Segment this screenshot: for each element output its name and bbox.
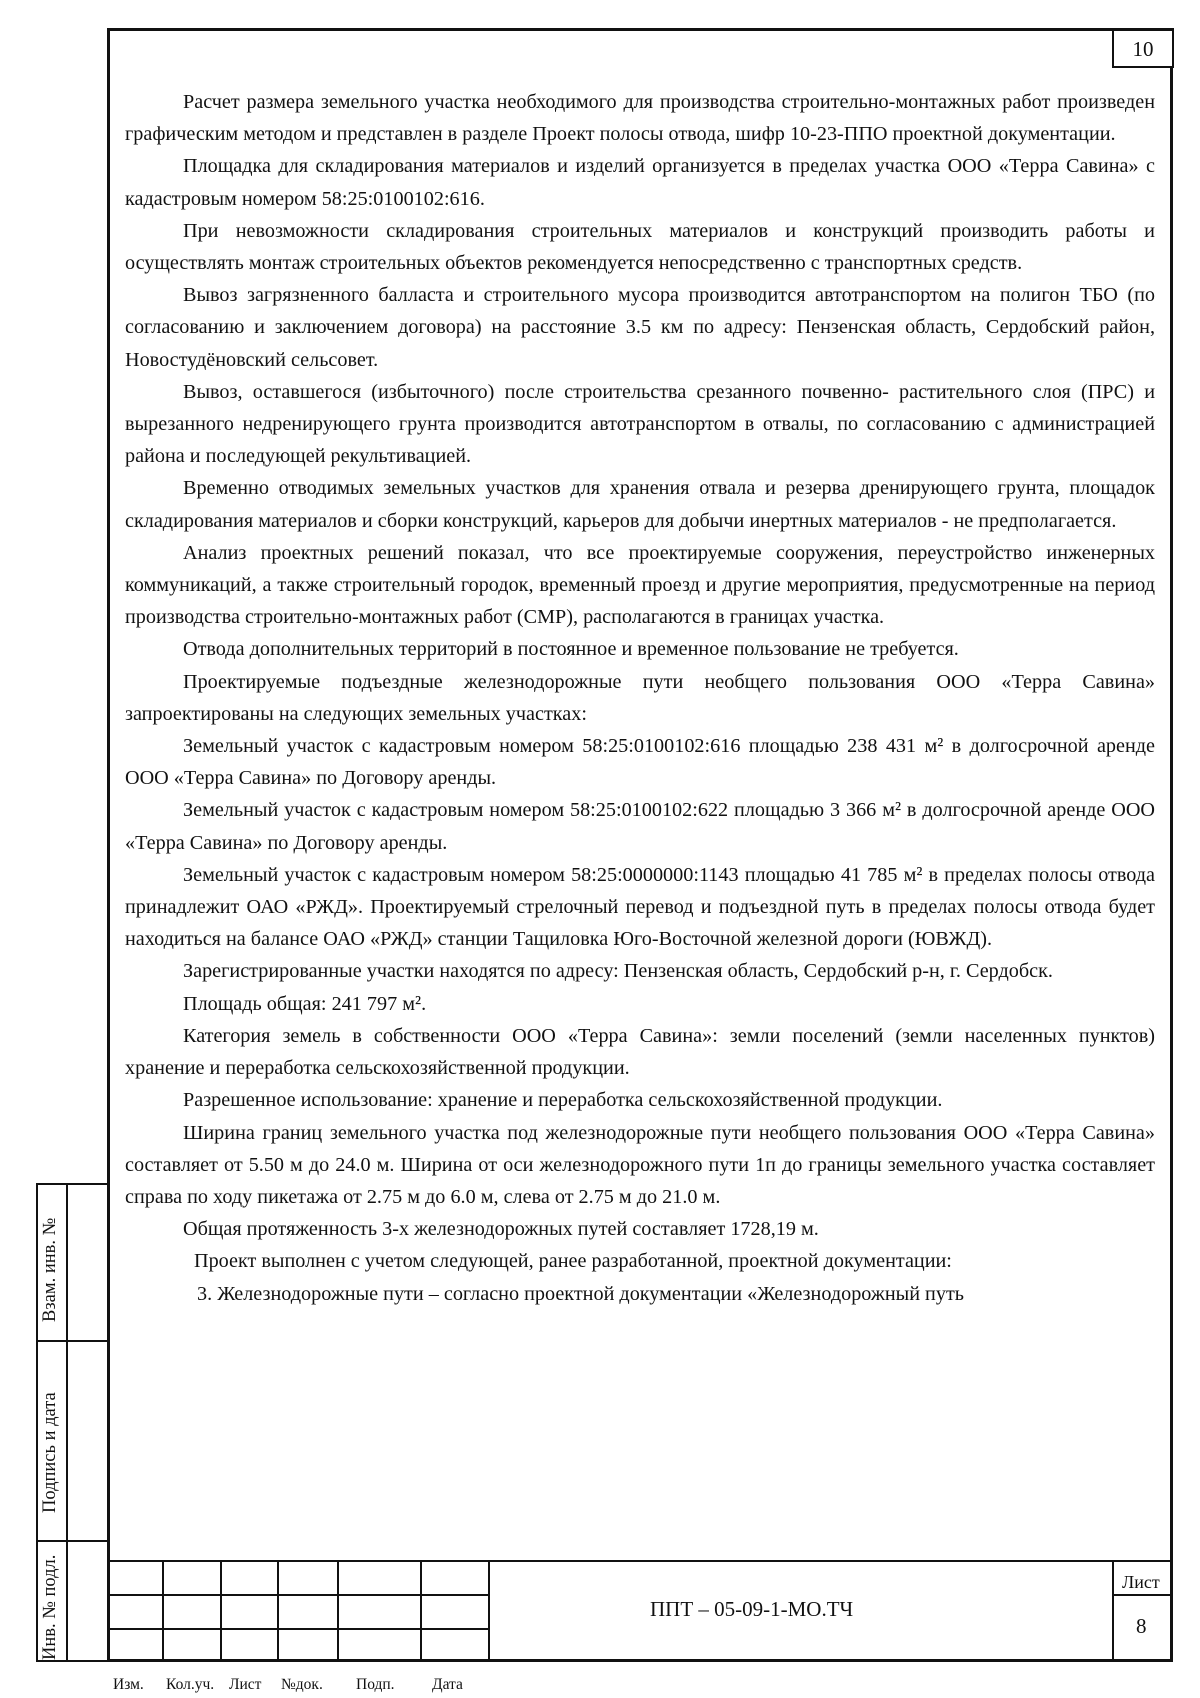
paragraph: Проектируемые подъездные железнодорожные пути необщего пользования ООО «Терра Савина» запроектированы на следующих земельных участках: <box>125 670 1155 725</box>
paragraph: Проект выполнен с учетом следующей, ранее разработанной, проектной документации: <box>194 1250 952 1273</box>
sheet-label: Лист <box>1122 1572 1160 1592</box>
paragraph: Ширина границ земельного участка под железнодорожные пути необщего пользования ООО «Терра Савина» составляет от 5.50 м до 24.0 м. Ширина от оси железнодорожного пути 1п до границы земельного участка составляет справа по ходу пикетажа от 2.75 м до 6.0 м, слева от 2.75 м до 21.0 м. <box>125 1121 1155 1208</box>
paragraph: Площадь общая: 241 797 м². <box>183 992 427 1015</box>
header-n-dok: №док. <box>281 1676 323 1693</box>
paragraph: Отвода дополнительных территорий в постоянное и временное пользование не требуется. <box>183 638 959 661</box>
header-list: Лист <box>229 1676 262 1693</box>
paragraph: Земельный участок с кадастровым номером 58:25:0000000:1143 площадью 41 785 м² в пределах полосы отвода принадлежит ОАО «РЖД». Проектируемый стрелочный перевод и подъездной путь в пределах полосы отвода будет находиться на балансе ОАО «РЖД» станции Тащиловка Юго-Восточной железной дороги (ЮВЖД). <box>125 863 1155 951</box>
sheet-cell-line <box>1112 1594 1173 1596</box>
side-stamp-row-line <box>38 1540 107 1542</box>
paragraph: Общая протяженность 3-х железнодорожных путей составляет 1728,19 м. <box>183 1218 819 1241</box>
side-stamp-row-line <box>38 1340 107 1342</box>
title-block-top-line <box>107 1560 1173 1562</box>
title-block-line <box>162 1560 164 1662</box>
header-izm: Изм. <box>113 1676 144 1693</box>
header-data: Дата <box>432 1676 463 1693</box>
paragraph: Земельный участок с кадастровым номером 58:25:0100102:616 площадью 238 431 м² в долгосрочной аренде ООО «Терра Савина» по Договору аренды. <box>125 735 1155 790</box>
paragraph: Вывоз, оставшегося (избыточного) после строительства срезанного почвенно- растительного слоя (ПРС) и вырезанного недренирующего грунта производится автотранспортом в отвалы, по согласованию с администрацией района и последующей рекультивацией. <box>125 380 1155 468</box>
title-block-line <box>277 1560 279 1662</box>
document-body <box>125 86 1155 1310</box>
sheet-cell-divider <box>1112 1560 1114 1662</box>
list-item: 3. Железнодорожные пути – согласно проектной документации «Железнодорожный путь <box>197 1282 964 1305</box>
paragraph: Зарегистрированные участки находятся по адресу: Пензенская область, Сердобский р-н, г. Сердобск. <box>183 960 1053 983</box>
title-block-line <box>107 1594 490 1596</box>
side-stamp-divider <box>66 1185 68 1660</box>
paragraph: Вывоз загрязненного балласта и строительного мусора производится автотранспортом на полигон ТБО (по согласованию и заключением договора) на расстояние 3.5 км по адресу: Пензенская область, Сердобский район, Новостудёновский сельсовет. <box>125 284 1155 371</box>
paragraph: При невозможности складирования строительных материалов и конструкций производить работы и осуществлять монтаж строительных объектов рекомендуется непосредственно с транспортных средств. <box>125 219 1155 275</box>
sheet-number: 8 <box>1136 1614 1147 1638</box>
paragraph: Площадка для складирования материалов и изделий организуется в пределах участка ООО «Терра Савина» с кадастровым номером 58:25:0100102:616. <box>125 155 1155 210</box>
header-kol-uch: Кол.уч. <box>166 1676 215 1693</box>
header-podp: Подп. <box>356 1676 395 1693</box>
side-stamp-vzam-inv: Взам. инв. № <box>40 1217 60 1322</box>
side-stamp-inv-podl: Инв. № подл. <box>40 1554 60 1660</box>
title-block-line <box>337 1560 339 1662</box>
paragraph: Анализ проектных решений показал, что все проектируемые сооружения, переустройство инженерных коммуникаций, а также строительный городок, временный проезд и другие мероприятия, предусмотренные на период производства строительно-монтажных работ (СМР), располагаются в границах участка. <box>125 541 1155 629</box>
title-block-line <box>107 1628 490 1630</box>
paragraph: Временно отводимых земельных участков для хранения отвала и резерва дренирующего грунта, площадок складирования материалов и сборки конструкций, карьеров для добычи инертных материалов - не предполагается. <box>125 477 1155 532</box>
side-stamp-podpis-data: Подпись и дата <box>40 1392 60 1513</box>
paragraph: Земельный участок с кадастровым номером 58:25:0100102:622 площадью 3 366 м² в долгосрочной аренде ООО «Терра Савина» по Договору аренды. <box>125 799 1155 854</box>
title-block-line <box>488 1560 490 1662</box>
document-code: ППТ – 05-09-1-МО.ТЧ <box>650 1597 854 1621</box>
title-block-line <box>420 1560 422 1662</box>
title-block-grid <box>107 1560 490 1662</box>
paragraph: Расчет размера земельного участка необходимого для производства строительно-монтажных работ произведен графическим методом и представлен в разделе Проект полосы отвода, шифр 10-23-ППО проектной документации. <box>125 91 1155 146</box>
top-page-number: 10 <box>1112 28 1174 68</box>
title-block-line <box>220 1560 222 1662</box>
paragraph: Разрешенное использование: хранение и переработка сельскохозяйственной продукции. <box>183 1089 943 1112</box>
paragraph: Категория земель в собственности ООО «Терра Савина»: земли поселений (земли населенных пунктов) хранение и переработка сельскохозяйственной продукции. <box>125 1024 1155 1080</box>
